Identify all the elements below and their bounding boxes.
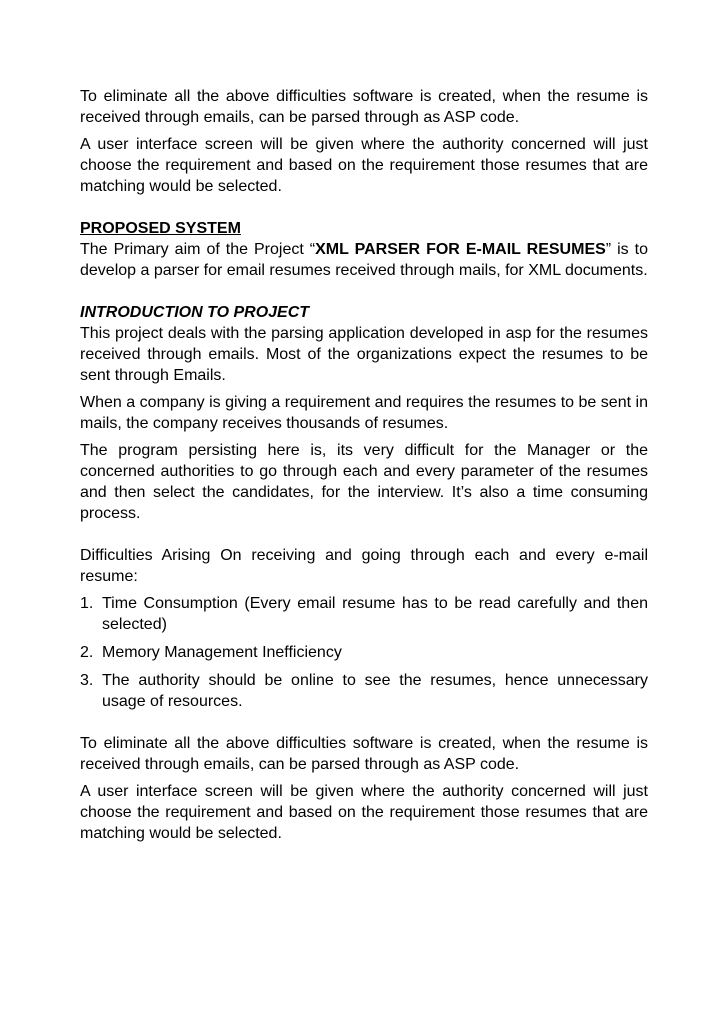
proposed-text-after: ” is to develop a parser for email resumes received through mails, for XML documents. — [80, 241, 648, 279]
list-item — [80, 593, 648, 635]
list-item — [80, 670, 648, 712]
list-item-text: The authority should be online to see the resumes, hence unnecessary usage of resources. — [102, 672, 648, 710]
difficulties-lead: Difficulties Arising On receiving and going through each and every e-mail resume: — [80, 547, 648, 585]
intro-paragraph-1: To eliminate all the above difficulties software is created, when the resume is received through emails, can be parsed through as ASP code. — [80, 88, 648, 126]
list-item-text: Memory Management Inefficiency — [102, 644, 342, 661]
list-item-number: 2. — [80, 644, 94, 661]
closing-paragraph-2: A user interface screen will be given where the authority concerned will just choose the requirement and based on the requirement those resumes that are matching would be selected. — [80, 783, 648, 842]
introduction-paragraph-1: This project deals with the parsing application developed in asp for the resumes received through emails. Most of the organizations expect the resumes to be sent through Emails. — [80, 325, 648, 384]
intro-paragraph-2: A user interface screen will be given where the authority concerned will just choose the requirement and based on the requirement those resumes that are matching would be selected. — [80, 136, 648, 195]
introduction-heading: INTRODUCTION TO PROJECT — [80, 304, 310, 321]
difficulties-list — [80, 593, 648, 712]
introduction-section — [80, 302, 648, 524]
list-item-number: 3. — [80, 672, 94, 689]
closing-section — [80, 733, 648, 844]
project-name: XML PARSER FOR E-MAIL RESUMES — [315, 241, 606, 258]
proposed-system-paragraph — [80, 239, 648, 281]
introduction-paragraph-2: When a company is giving a requirement and requires the resumes to be sent in mails, the company receives thousands of resumes. — [80, 394, 648, 432]
difficulties-section — [80, 545, 648, 712]
list-item-number: 1. — [80, 595, 94, 612]
closing-paragraph-1: To eliminate all the above difficulties software is created, when the resume is received through emails, can be parsed through as ASP code. — [80, 735, 648, 773]
list-item-text: Time Consumption (Every email resume has to be read carefully and then selected) — [102, 595, 648, 633]
document-page — [80, 86, 648, 844]
proposed-system-heading: PROPOSED SYSTEM — [80, 220, 241, 237]
introduction-paragraph-3: The program persisting here is, its very difficult for the Manager or the concerned authorities to go through each and every parameter of the resumes and then select the candidates, for the interview. It’s also a time consuming process. — [80, 442, 648, 522]
proposed-text-before: The Primary aim of the Project “ — [80, 241, 316, 258]
list-item — [80, 642, 648, 663]
proposed-system-section — [80, 218, 648, 281]
